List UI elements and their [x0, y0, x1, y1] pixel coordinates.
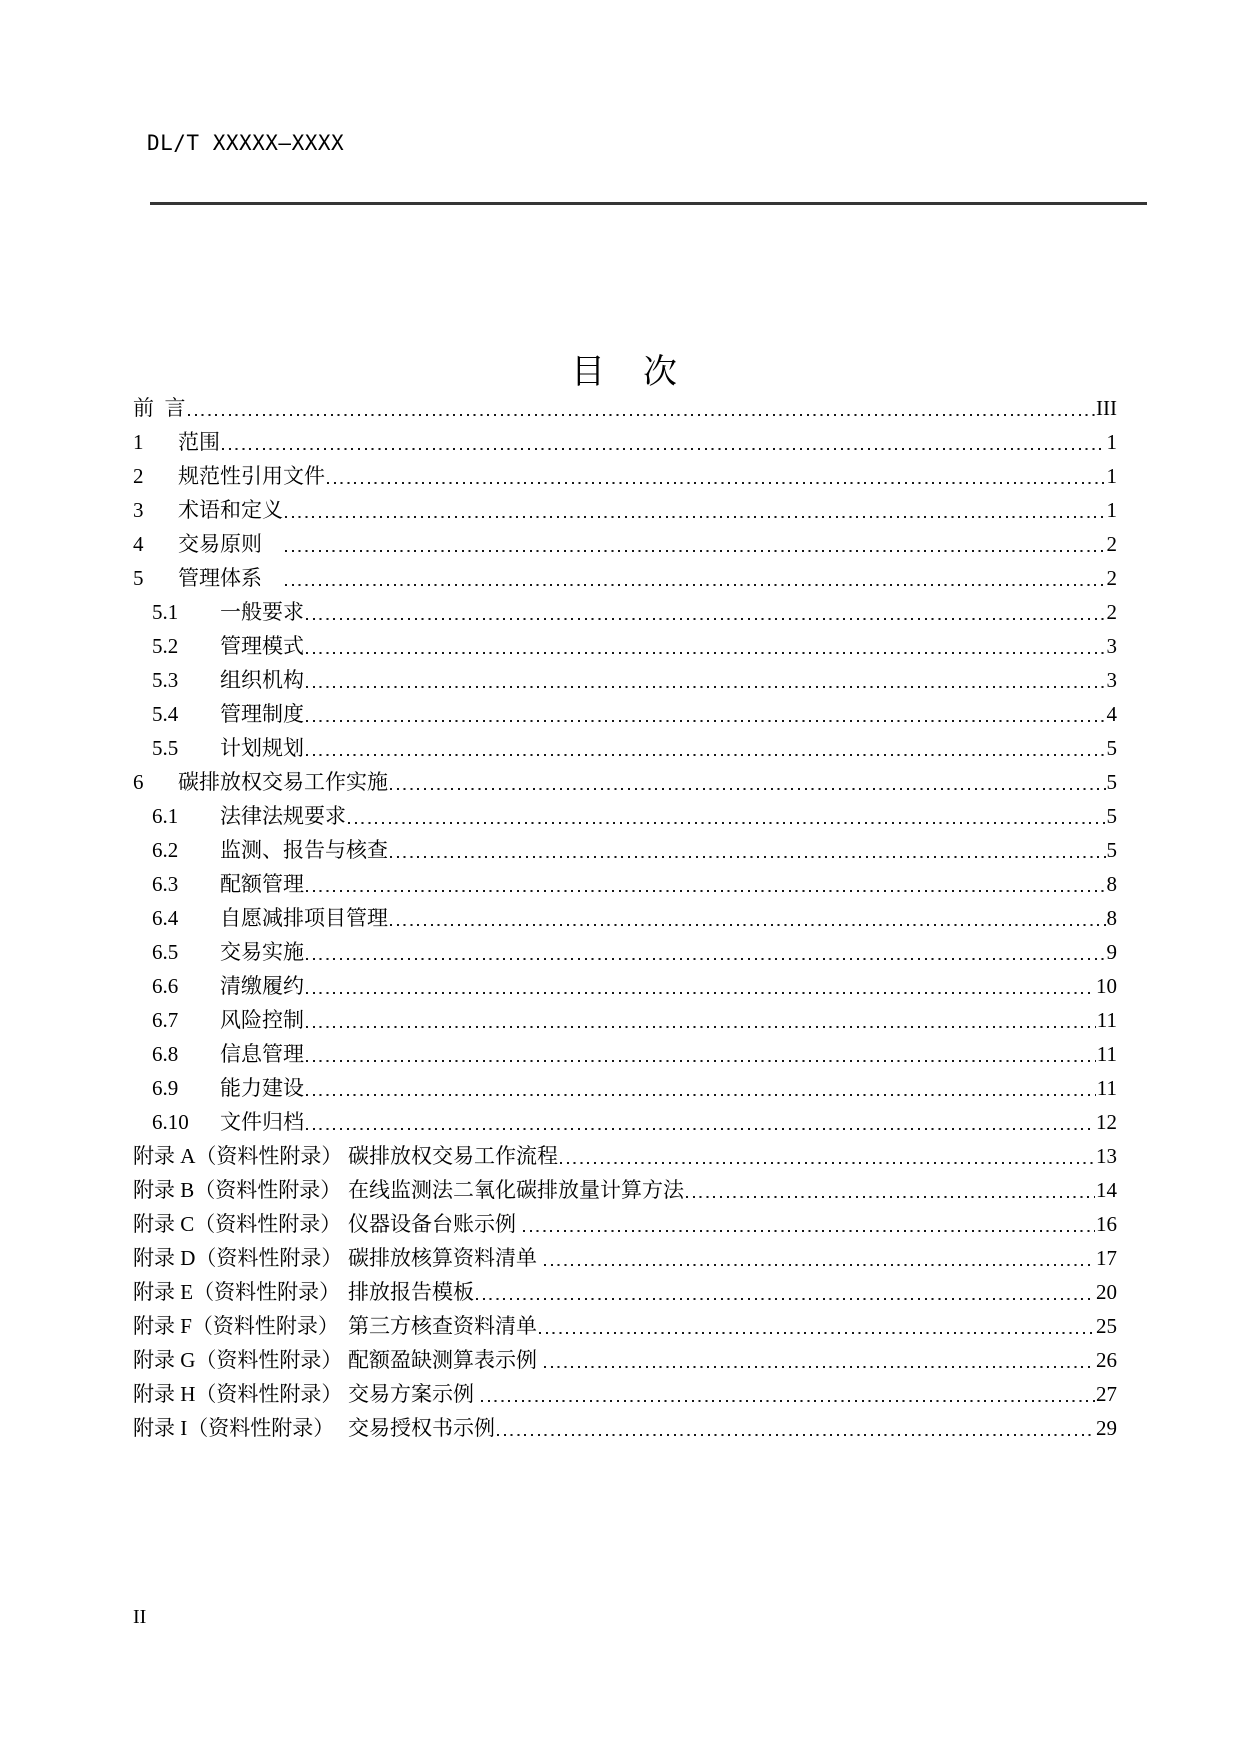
toc-row[interactable] — [133, 1003, 1117, 1037]
toc-row[interactable] — [133, 901, 1117, 935]
toc-entry-page: 17 — [1096, 1246, 1117, 1270]
toc-row[interactable] — [133, 527, 1117, 561]
toc-entry-number: 6 — [133, 770, 144, 794]
toc-entry-label: 前 言 — [133, 396, 186, 420]
toc-entry-number: 6.1 — [152, 804, 179, 828]
toc-entry-page: 3 — [1106, 668, 1117, 692]
toc-entry-page: 1 — [1106, 498, 1117, 522]
toc-entry-label: 文件归档 — [220, 1110, 304, 1134]
toc-entry-page: 3 — [1106, 634, 1117, 658]
toc-entry-page: 2 — [1106, 600, 1117, 624]
leader-dots — [390, 924, 1106, 926]
toc-entry-number: 附录 A（资料性附录） — [133, 1144, 343, 1168]
leader-dots — [188, 414, 1096, 416]
toc-row[interactable] — [133, 1275, 1117, 1309]
leader-dots — [306, 1060, 1096, 1062]
toc-entry-number: 6.9 — [152, 1076, 179, 1100]
toc-entry-page: 8 — [1106, 872, 1117, 896]
toc-entry-number: 5.2 — [152, 634, 179, 658]
toc-row[interactable] — [133, 833, 1117, 867]
leader-dots — [560, 1162, 1095, 1164]
toc-entry-page: III — [1096, 396, 1117, 420]
leader-dots — [285, 516, 1106, 518]
toc-row[interactable] — [133, 1105, 1117, 1139]
leader-dots — [306, 618, 1106, 620]
toc-entry-page: 29 — [1096, 1416, 1117, 1440]
toc-entry-page: 1 — [1106, 430, 1117, 454]
toc-entry-number: 附录 H（资料性附录） — [133, 1382, 343, 1406]
leader-dots — [481, 1400, 1095, 1402]
toc-entry-page: 20 — [1096, 1280, 1117, 1304]
toc-entry-number: 6.6 — [152, 974, 179, 998]
leader-dots — [285, 584, 1106, 586]
toc-entry-page: 5 — [1106, 838, 1117, 862]
toc-entry-label: 在线监测法二氧化碳排放量计算方法 — [348, 1178, 684, 1202]
toc-row[interactable] — [133, 1207, 1117, 1241]
footer-page-number: II — [133, 1606, 147, 1628]
toc-entry-page: 5 — [1106, 736, 1117, 760]
leader-dots — [306, 652, 1106, 654]
toc-entry-number: 附录 G（资料性附录） — [133, 1348, 343, 1372]
toc-entry-label: 风险控制 — [220, 1008, 304, 1032]
toc-row[interactable] — [133, 595, 1117, 629]
toc-entry-label: 交易授权书示例 — [348, 1416, 495, 1440]
toc-entry-page: 12 — [1096, 1110, 1117, 1134]
toc-entry-label: 一般要求 — [220, 600, 304, 624]
toc-entry-label: 清缴履约 — [220, 974, 304, 998]
leader-dots — [497, 1434, 1095, 1436]
toc-entry-page: 2 — [1106, 566, 1117, 590]
toc-entry-number: 3 — [133, 498, 144, 522]
toc-row[interactable] — [133, 765, 1117, 799]
toc-entry-label: 第三方核查资料清单 — [348, 1314, 537, 1338]
toc-entry-page: 5 — [1106, 804, 1117, 828]
toc-list — [133, 391, 1117, 1445]
toc-entry-number: 附录 E（资料性附录） — [133, 1280, 341, 1304]
leader-dots — [306, 992, 1095, 994]
toc-row[interactable] — [133, 799, 1117, 833]
leader-dots — [306, 754, 1106, 756]
toc-entry-page: 11 — [1096, 1008, 1117, 1032]
toc-row[interactable] — [133, 1343, 1117, 1377]
toc-entry-label: 自愿减排项目管理 — [220, 906, 388, 930]
toc-row[interactable] — [133, 1071, 1117, 1105]
leader-dots — [544, 1264, 1095, 1266]
leader-dots — [306, 890, 1106, 892]
leader-dots — [222, 448, 1106, 450]
toc-entry-label: 配额管理 — [220, 872, 304, 896]
toc-entry-label: 监测、报告与核查 — [220, 838, 388, 862]
toc-row[interactable] — [133, 1377, 1117, 1411]
toc-entry-number: 6.3 — [152, 872, 179, 896]
toc-row[interactable] — [133, 1309, 1117, 1343]
toc-entry-page: 10 — [1096, 974, 1117, 998]
toc-row[interactable] — [133, 629, 1117, 663]
toc-title: 目 次 — [571, 354, 679, 391]
standard-number: DL/T XXXXX—XXXX — [147, 131, 345, 155]
leader-dots — [306, 958, 1106, 960]
toc-entry-number: 6.5 — [152, 940, 179, 964]
toc-entry-number: 4 — [133, 532, 144, 556]
toc-entry-label: 仪器设备台账示例 — [348, 1212, 522, 1236]
toc-entry-page: 11 — [1096, 1076, 1117, 1100]
toc-row[interactable] — [133, 867, 1117, 901]
toc-entry-page: 11 — [1096, 1042, 1117, 1066]
toc-entry-label: 信息管理 — [220, 1042, 304, 1066]
toc-entry-page: 5 — [1106, 770, 1117, 794]
toc-entry-number: 6.10 — [152, 1110, 189, 1134]
toc-row[interactable] — [133, 697, 1117, 731]
toc-entry-label: 交易原则 — [178, 532, 283, 556]
toc-row[interactable] — [133, 935, 1117, 969]
toc-entry-label: 范围 — [178, 430, 220, 454]
toc-row[interactable] — [133, 1411, 1117, 1445]
leader-dots — [544, 1366, 1095, 1368]
toc-entry-number: 附录 C（资料性附录） — [133, 1212, 342, 1236]
toc-entry-label: 碳排放核算资料清单 — [348, 1246, 543, 1270]
toc-row[interactable] — [133, 663, 1117, 697]
toc-entry-label: 能力建设 — [220, 1076, 304, 1100]
toc-entry-page: 2 — [1106, 532, 1117, 556]
toc-entry-label: 计划规划 — [220, 736, 304, 760]
toc-entry-label: 交易方案示例 — [348, 1382, 480, 1406]
toc-entry-page: 27 — [1096, 1382, 1117, 1406]
toc-entry-number: 6.8 — [152, 1042, 179, 1066]
header-rule — [150, 202, 1147, 205]
toc-entry-label: 规范性引用文件 — [178, 464, 325, 488]
toc-row[interactable] — [133, 1241, 1117, 1275]
toc-entry-label: 组织机构 — [220, 668, 304, 692]
toc-row[interactable] — [133, 731, 1117, 765]
leader-dots — [539, 1332, 1095, 1334]
toc-entry-page: 16 — [1096, 1212, 1117, 1236]
leader-dots — [285, 550, 1106, 552]
toc-row[interactable] — [133, 561, 1117, 595]
toc-entry-number: 2 — [133, 464, 144, 488]
leader-dots — [390, 788, 1106, 790]
toc-row[interactable] — [133, 493, 1117, 527]
toc-entry-number: 1 — [133, 430, 144, 454]
leader-dots — [348, 822, 1106, 824]
toc-entry-label: 管理制度 — [220, 702, 304, 726]
toc-entry-number: 附录 B（资料性附录） — [133, 1178, 342, 1202]
toc-entry-label: 配额盈缺测算表示例 — [348, 1348, 543, 1372]
toc-entry-number: 附录 D（资料性附录） — [133, 1246, 343, 1270]
toc-row[interactable] — [133, 459, 1117, 493]
toc-entry-label: 管理体系 — [178, 566, 283, 590]
leader-dots — [306, 686, 1106, 688]
toc-entry-page: 9 — [1106, 940, 1117, 964]
toc-entry-page: 8 — [1106, 906, 1117, 930]
leader-dots — [476, 1298, 1095, 1300]
leader-dots — [686, 1196, 1095, 1198]
leader-dots — [327, 482, 1106, 484]
toc-entry-page: 25 — [1096, 1314, 1117, 1338]
leader-dots — [390, 856, 1106, 858]
toc-row[interactable] — [133, 1173, 1117, 1207]
toc-entry-number: 5.4 — [152, 702, 179, 726]
toc-entry-page: 1 — [1106, 464, 1117, 488]
leader-dots — [523, 1230, 1095, 1232]
leader-dots — [306, 1026, 1096, 1028]
toc-entry-page: 13 — [1096, 1144, 1117, 1168]
toc-entry-label: 法律法规要求 — [220, 804, 346, 828]
toc-entry-label: 排放报告模板 — [348, 1280, 474, 1304]
toc-entry-label: 交易实施 — [220, 940, 304, 964]
toc-row[interactable] — [133, 425, 1117, 459]
toc-entry-number: 5.3 — [152, 668, 179, 692]
toc-row[interactable] — [133, 1139, 1117, 1173]
toc-entry-number: 6.4 — [152, 906, 179, 930]
toc-row[interactable] — [133, 1037, 1117, 1071]
toc-entry-page: 4 — [1106, 702, 1117, 726]
toc-entry-label: 碳排放权交易工作流程 — [348, 1144, 558, 1168]
toc-entry-number: 6.7 — [152, 1008, 179, 1032]
toc-entry-label: 管理模式 — [220, 634, 304, 658]
leader-dots — [306, 1094, 1096, 1096]
toc-entry-number: 5.5 — [152, 736, 179, 760]
toc-entry-number: 6.2 — [152, 838, 179, 862]
toc-row[interactable] — [133, 969, 1117, 1003]
toc-entry-number: 5.1 — [152, 600, 179, 624]
leader-dots — [306, 720, 1106, 722]
toc-entry-page: 14 — [1096, 1178, 1117, 1202]
toc-row[interactable] — [133, 391, 1117, 425]
toc-entry-label: 碳排放权交易工作实施 — [178, 770, 388, 794]
toc-entry-number: 5 — [133, 566, 144, 590]
leader-dots — [306, 1128, 1095, 1130]
toc-entry-number: 附录 F（资料性附录） — [133, 1314, 339, 1338]
toc-entry-page: 26 — [1096, 1348, 1117, 1372]
toc-entry-label: 术语和定义 — [178, 498, 283, 522]
toc-entry-number: 附录 I（资料性附录） — [133, 1416, 335, 1440]
